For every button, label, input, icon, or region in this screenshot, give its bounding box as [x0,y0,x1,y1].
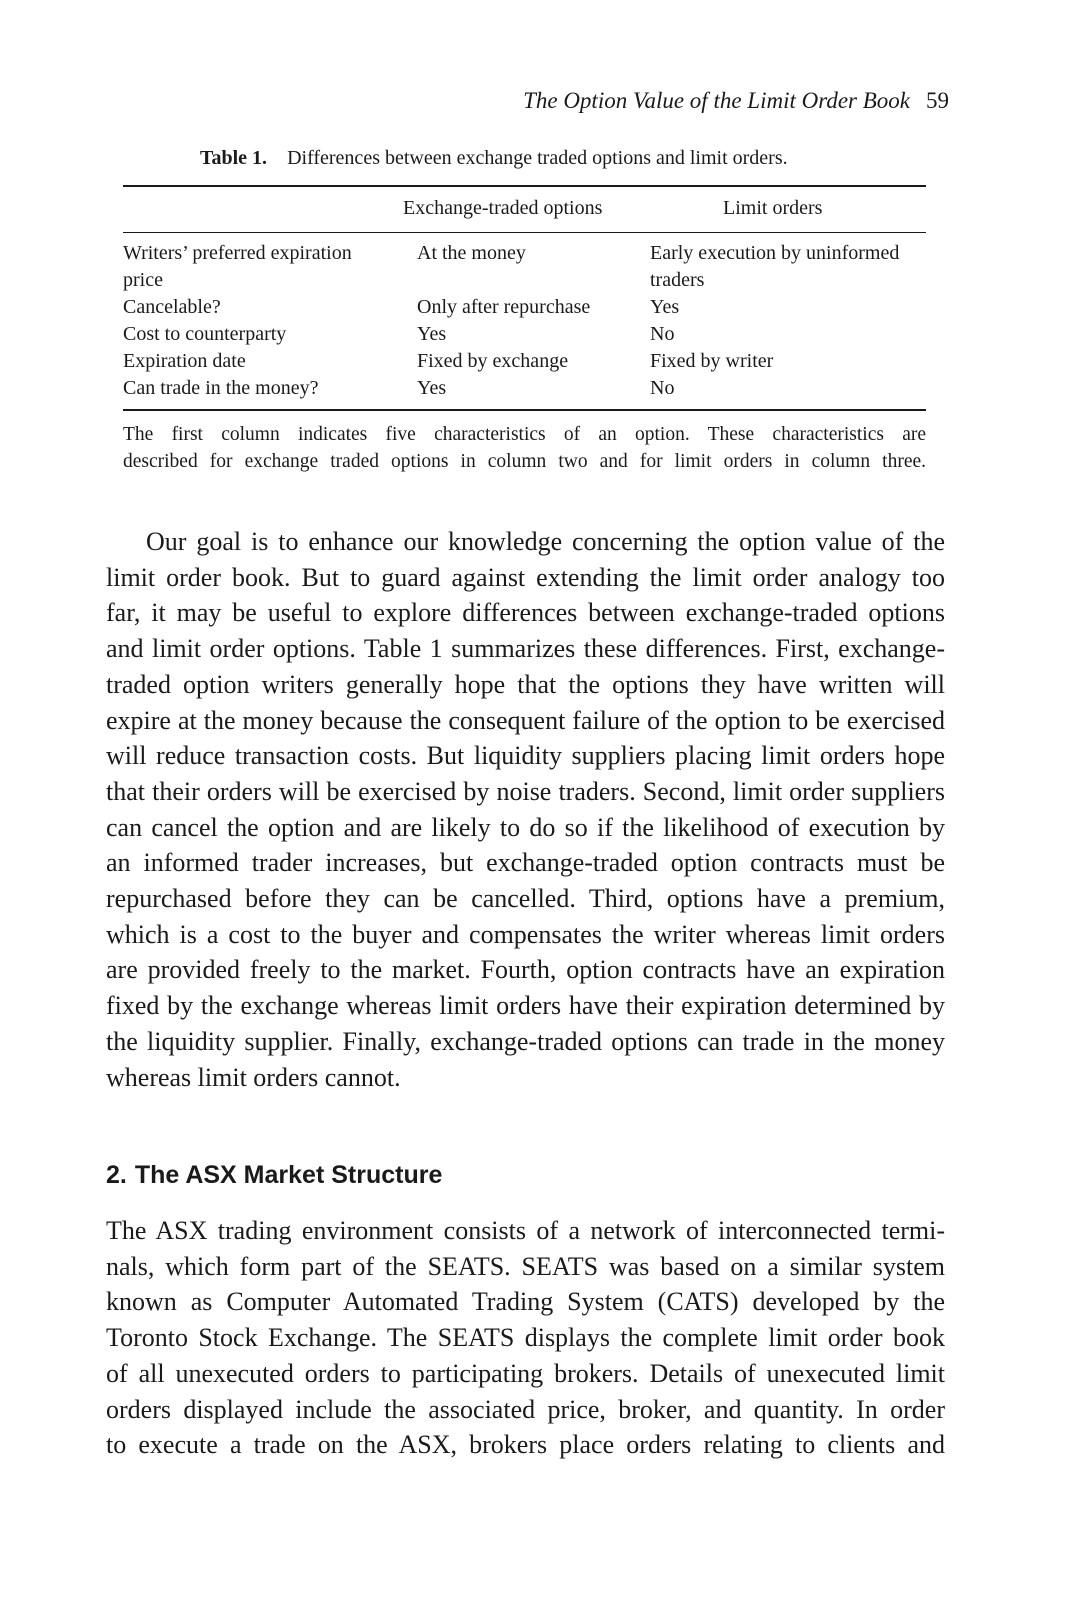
table-cell-characteristic: Expiration date [123,350,246,372]
paragraph-line: will reduce transaction costs. But liquidity suppliers placing limit orders hope [106,741,945,771]
page-number: 59 [926,88,949,113]
column-header-limit-orders: Limit orders [723,197,823,219]
section-number: 2. [106,1161,127,1189]
table-cell-exchange-traded: Fixed by exchange [417,350,569,372]
table-header-rule [123,232,926,233]
table-cell-limit-orders: Early execution by uninformed [650,242,900,264]
table-caption-label: Table 1. [200,147,268,169]
running-head [523,86,949,116]
paragraph-line: nals, which form part of the SEATS. SEATS was based on a similar system [106,1251,945,1281]
table-note-line: described for exchange traded options in column two and for limit orders in column three. [123,451,926,472]
paragraph-line: whereas limit orders cannot. [106,1062,401,1092]
table-note [123,421,926,475]
table-cell-exchange-traded: Yes [417,377,447,399]
body-paragraph-1 [106,524,945,1095]
body-paragraph-2 [106,1213,945,1463]
table-bottom-rule [123,409,926,411]
paragraph-line: to execute a trade on the ASX, brokers place orders relating to clients and [106,1430,945,1460]
table-cell-limit-orders: Fixed by writer [650,350,774,372]
paragraph-line: traded option writers generally hope that the options they have written will [106,669,945,699]
paragraph-line: far, it may be useful to explore differences between exchange-traded options [106,598,945,628]
table-cell-limit-orders: traders [650,269,705,291]
paragraph-line: the liquidity supplier. Finally, exchange-traded options can trade in the money [106,1026,945,1056]
paragraph-line: Our goal is to enhance our knowledge concerning the option value of the [146,527,945,556]
table-cell-characteristic: price [123,269,163,291]
paragraph-line: orders displayed include the associated price, broker, and quantity. In order [106,1394,945,1424]
paragraph-line: Toronto Stock Exchange. The SEATS displays the complete limit order book [106,1323,945,1353]
table-top-rule [123,185,926,187]
table-cell-characteristic: Cancelable? [123,296,221,318]
paragraph-line: are provided freely to the market. Fourth, option contracts have an expiration [106,955,945,985]
paragraph-line: can cancel the option and are likely to do so if the likelihood of execution by [106,812,945,842]
paragraph-line: of all unexecuted orders to participating brokers. Details of unexecuted limit [106,1358,945,1388]
table-caption-text: Differences between exchange traded options and limit orders. [287,147,788,169]
table-cell-characteristic: Cost to counterparty [123,323,287,345]
section-title: The ASX Market Structure [134,1161,443,1189]
paragraph-line: which is a cost to the buyer and compensates the writer whereas limit orders [106,919,945,949]
paragraph-line: The ASX trading environment consists of a network of interconnected termi- [106,1216,945,1245]
table-cell-characteristic: Can trade in the money? [123,377,319,399]
table-cell-limit-orders: No [650,377,675,399]
section-heading [106,1158,442,1192]
paragraph-line: and limit order options. Table 1 summarizes these differences. First, exchange- [106,634,945,664]
paragraph-line: limit order book. But to guard against extending the limit order analogy too [106,562,945,592]
table-cell-exchange-traded: Only after repurchase [417,296,591,318]
table-cell-limit-orders: Yes [650,296,680,318]
table-cell-characteristic: Writers’ preferred expiration [123,242,352,264]
paragraph-line: fixed by the exchange whereas limit orders have their expiration determined by [106,991,945,1021]
running-title: The Option Value of the Limit Order Book [523,88,910,113]
paragraph-line: that their orders will be exercised by noise traders. Second, limit order suppliers [106,776,945,806]
paragraph-line: known as Computer Automated Trading System (CATS) developed by the [106,1287,945,1317]
paragraph-line: repurchased before they can be cancelled. Third, options have a premium, [106,884,945,914]
table-caption [200,144,788,172]
table-cell-limit-orders: No [650,323,675,345]
table-cell-exchange-traded: At the money [417,242,526,264]
paragraph-line: an informed trader increases, but exchange-traded option contracts must be [106,848,945,878]
column-header-exchange-traded: Exchange-traded options [403,197,603,219]
paragraph-line: expire at the money because the consequent failure of the option to be exercised [106,705,945,735]
table-cell-exchange-traded: Yes [417,323,447,345]
table-note-line: The first column indicates five characteristics of an option. These characteristics are [123,424,926,445]
